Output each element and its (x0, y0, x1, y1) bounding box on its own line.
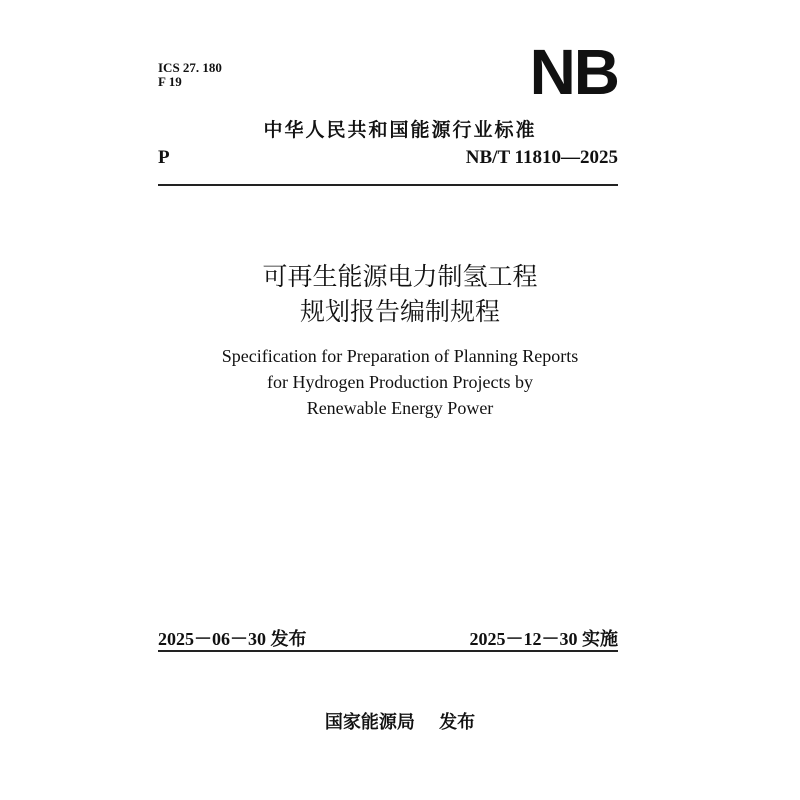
publisher: 国家能源局 发布 (324, 712, 476, 733)
ics-code: ICS 27. 180 (158, 60, 222, 75)
standard-type: 中华人民共和国能源行业标准 (263, 119, 537, 141)
standard-number: NB/T 11810—2025 (465, 147, 618, 168)
implementation-date: 2025－12－30 实施 (469, 629, 618, 649)
title-en-line2: for Hydrogen Production Projects by (267, 372, 533, 392)
ccs-code: F 19 (158, 74, 182, 89)
top-divider (158, 184, 618, 186)
title-en-line3: Renewable Energy Power (306, 398, 494, 418)
filing-class: P (158, 147, 170, 168)
bottom-divider (158, 650, 618, 652)
issue-date: 2025－06－30 发布 (158, 629, 307, 649)
nb-logo: NB (529, 36, 618, 108)
title-zh-line2: 规划报告编制规程 (299, 297, 500, 326)
title-zh-line1: 可再生能源电力制氢工程 (262, 262, 538, 291)
title-en-line1: Specification for Preparation of Planning Reports (221, 346, 579, 366)
